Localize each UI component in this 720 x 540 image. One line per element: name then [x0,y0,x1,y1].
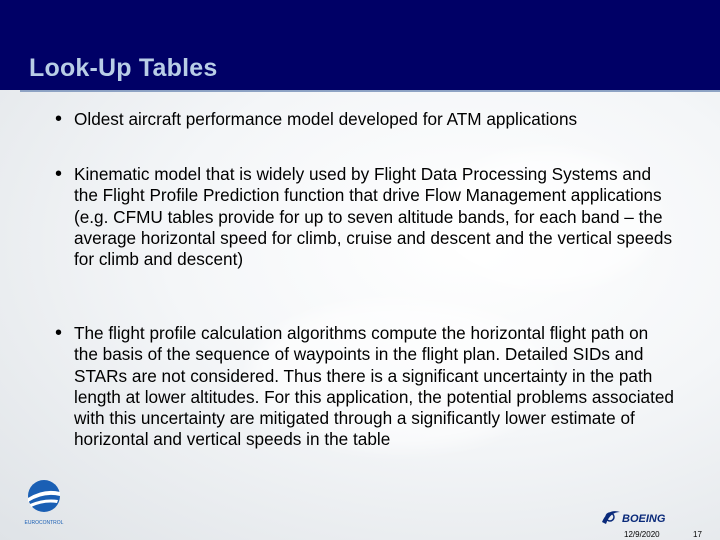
boeing-logo-icon [600,506,690,528]
slide-title: Look-Up Tables [29,54,218,82]
bullet-marker: • [55,322,63,344]
eurocontrol-logo-icon [22,478,66,528]
bullet-text: Oldest aircraft performance model developed for ATM applications [74,109,578,129]
bullet-marker: • [55,163,63,185]
bullet-text: Kinematic model that is widely used by Flight Data Processing Systems and the Flight Profile Prediction function that drive Flow Management applications (e.g. CFMU tables provide for up to seven altitude bands, for each band – the average horizontal speed for climb, cruise and descent and the vertical speeds for climb and descent) [74,164,673,270]
boeing-wordmark: BOEING [622,513,666,525]
title-divider [20,90,720,92]
eurocontrol-caption: EUROCONTROL [24,520,64,526]
page-number: 17 [693,530,702,539]
bullet-text: The flight profile calculation algorithms compute the horizontal flight path on the basis of the sequence of waypoints in the flight plan. Detailed SIDs and STARs are not considered. Thus there is a significant uncertainty in the path length at lower altitudes. For this application, the potential problems associated with this uncertainty are mitigated through a significantly lower estimate of horizontal and vertical speeds in the table [74,323,674,450]
title-band [0,0,720,90]
footer-date: 12/9/2020 [624,530,660,539]
bullet-marker: • [55,108,63,130]
